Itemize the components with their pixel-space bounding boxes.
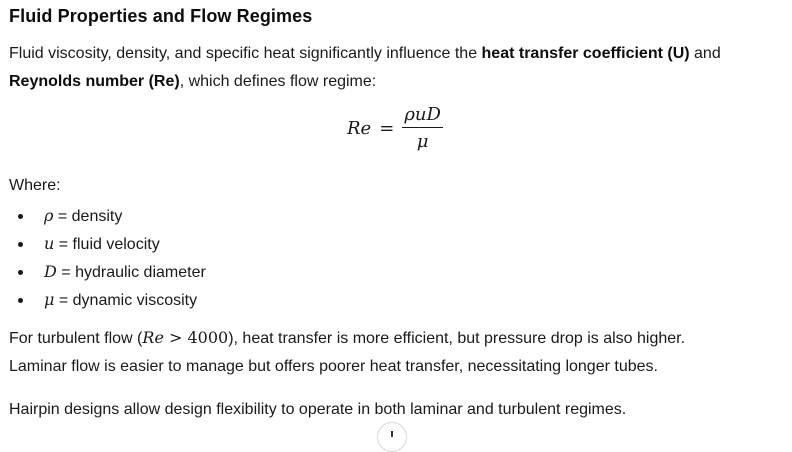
intro-bold-u: heat transfer coefficient (U) (481, 45, 690, 62)
inline-math-op: > (163, 328, 188, 347)
para2-text-2: ), heat transfer is more efficient, but pressure drop is also higher. (228, 330, 686, 347)
hairpin-paragraph: Hairpin designs allow design flexibility to operate in both laminar and turbulent regimes. (9, 401, 627, 418)
bullet-icon (18, 242, 23, 247)
list-item (9, 286, 206, 314)
equation-numerator: ρuD (404, 104, 441, 125)
equation-equals: = (379, 117, 395, 139)
variable-desc: dynamic viscosity (72, 292, 198, 309)
bullet-icon (18, 298, 23, 303)
inline-math-rhs: 4000 (187, 328, 229, 347)
variable-sep: = (56, 264, 76, 281)
variable-sep: = (54, 236, 73, 253)
variable-symbol: D (44, 262, 57, 281)
variable-symbol: μ (44, 290, 55, 309)
scroll-down-button[interactable] (377, 422, 407, 452)
list-item (9, 202, 206, 230)
intro-text-2: and (689, 45, 721, 62)
para2-text-1: For turbulent flow ( (9, 330, 143, 347)
variable-sep: = (53, 208, 72, 225)
section-heading: Fluid Properties and Flow Regimes (9, 6, 313, 26)
intro-text-1: Fluid viscosity, density, and specific heat significantly influence the (9, 45, 482, 62)
intro-paragraph (9, 40, 784, 96)
equation-fraction (402, 104, 443, 152)
inline-math-lhs: Re (142, 328, 164, 347)
variable-desc: hydraulic diameter (75, 264, 206, 281)
equation-denominator: μ (416, 131, 429, 152)
list-item (9, 258, 206, 286)
bullet-icon (18, 214, 23, 219)
reynolds-equation (347, 104, 443, 152)
arrow-down-icon (391, 431, 393, 437)
variable-list (9, 202, 206, 314)
variable-symbol: ρ (44, 206, 54, 225)
list-item (9, 230, 206, 258)
bullet-icon (18, 270, 23, 275)
intro-text-3: , which defines flow regime: (179, 73, 377, 90)
where-label: Where: (9, 177, 61, 194)
variable-symbol: u (44, 234, 55, 253)
flow-regime-paragraph (9, 324, 784, 381)
variable-sep: = (54, 292, 73, 309)
variable-desc: density (71, 208, 123, 225)
equation-lhs: Re (347, 117, 372, 139)
variable-desc: fluid velocity (72, 236, 160, 253)
intro-bold-re: Reynolds number (Re) (9, 73, 180, 90)
para2-line-2: Laminar flow is easier to manage but offers poorer heat transfer, necessitating longer tubes. (9, 358, 658, 375)
